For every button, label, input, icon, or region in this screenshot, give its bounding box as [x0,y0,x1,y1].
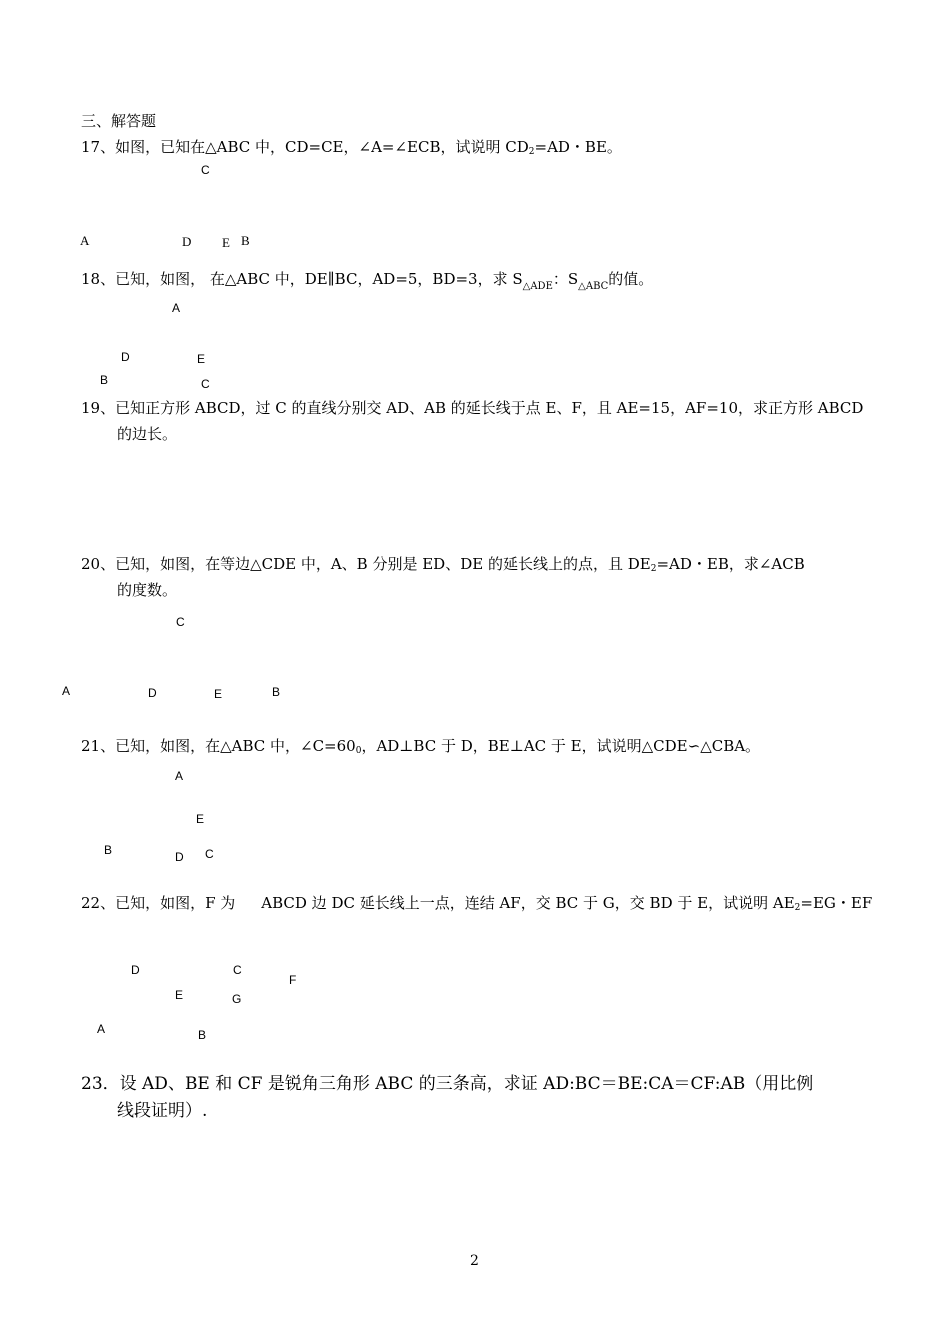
q21-text-b: ，AD⊥BC 于 D，BE⊥AC 于 E，试说明△CDE∽△CBA。 [361,737,761,755]
q21-label-c: C [205,847,214,861]
q21-label-e: E [196,812,205,826]
q17-text-b: =AD・BE。 [534,138,622,156]
q20-label-e: E [214,687,223,701]
q21-superscript: 0 [355,746,362,756]
q22-label-e: E [175,988,184,1002]
page-number: 2 [470,1253,479,1269]
q22-label-d: D [131,963,140,977]
q18-label-e: E [197,352,206,366]
q22-label-f: F [289,973,297,987]
question-20-line1 [81,554,805,579]
question-23-line2: 线段证明）. [117,1101,208,1121]
question-19-line1: 19、已知正方形 ABCD，过 C 的直线分别交 AD、AB 的延长线于点 E、F，且 AE=15，AF=10，求正方形 ABCD [81,399,864,417]
q21-label-d: D [175,850,184,864]
q22-label-a: A [97,1022,106,1036]
q18-text-c: 的值。 [608,270,654,288]
q17-label-d: D [182,234,192,249]
q20-label-c: C [176,615,185,629]
q20-label-a: A [62,684,71,698]
question-22 [81,893,872,918]
question-20-line2: 的度数。 [117,581,178,599]
q17-superscript: 2 [528,147,535,157]
q22-label-c: C [233,963,242,977]
q21-text-a: 21、已知，如图，在△ABC 中，∠C=60 [81,737,356,755]
q17-label-c: C [201,163,210,177]
q20-text-a: 20、已知，如图，在等边△CDE 中，A、B 分别是 ED、DE 的延长线上的点，且 DE [81,555,651,573]
q22-text-c: =EG・EF [800,894,873,912]
q17-label-e: E [222,235,230,250]
q21-label-b: B [104,843,113,857]
q18-label-c: C [201,377,210,391]
q20-text-b: =AD・EB，求∠ACB [656,555,805,573]
q20-label-d: D [148,686,157,700]
q22-superscript: 2 [794,903,801,913]
q18-label-d: D [121,350,130,364]
q17-label-b: B [241,233,250,248]
q18-label-b: B [100,373,109,387]
section-title: 三、解答题 [81,112,157,130]
q20-label-b: B [272,685,281,699]
q18-text-b: ：S [552,270,579,288]
q22-label-b: B [198,1028,207,1042]
q18-subscript-ade: △ADE [522,281,553,292]
q17-text-a: 17、如图，已知在△ABC 中，CD=CE，∠A=∠ECB，试说明 CD [81,138,529,156]
question-18 [81,269,653,297]
question-19-line2: 的边长。 [117,425,178,443]
q18-label-a: A [172,301,181,315]
q17-label-a: A [80,233,90,248]
q21-label-a: A [175,769,184,783]
question-17 [81,137,622,162]
q22-label-g: G [232,992,242,1006]
question-23-line1: 23．设 AD、BE 和 CF 是锐角三角形 ABC 的三条高，求证 AD:BC＝BE:CA＝CF:AB（用比例 [81,1074,814,1094]
q22-text-b: ABCD 边 DC 延长线上一点，连结 AF，交 BC 于 G，交 BD 于 E，试说明 AE [261,894,795,912]
q18-text-a: 18、已知，如图， 在△ABC 中，DE∥BC，AD=5，BD=3，求 S [81,270,523,288]
question-21 [81,736,760,761]
q20-superscript: 2 [650,564,657,574]
q22-text-a: 22、已知，如图，F 为 [81,894,236,912]
q18-subscript-abc: △ABC [578,281,609,292]
